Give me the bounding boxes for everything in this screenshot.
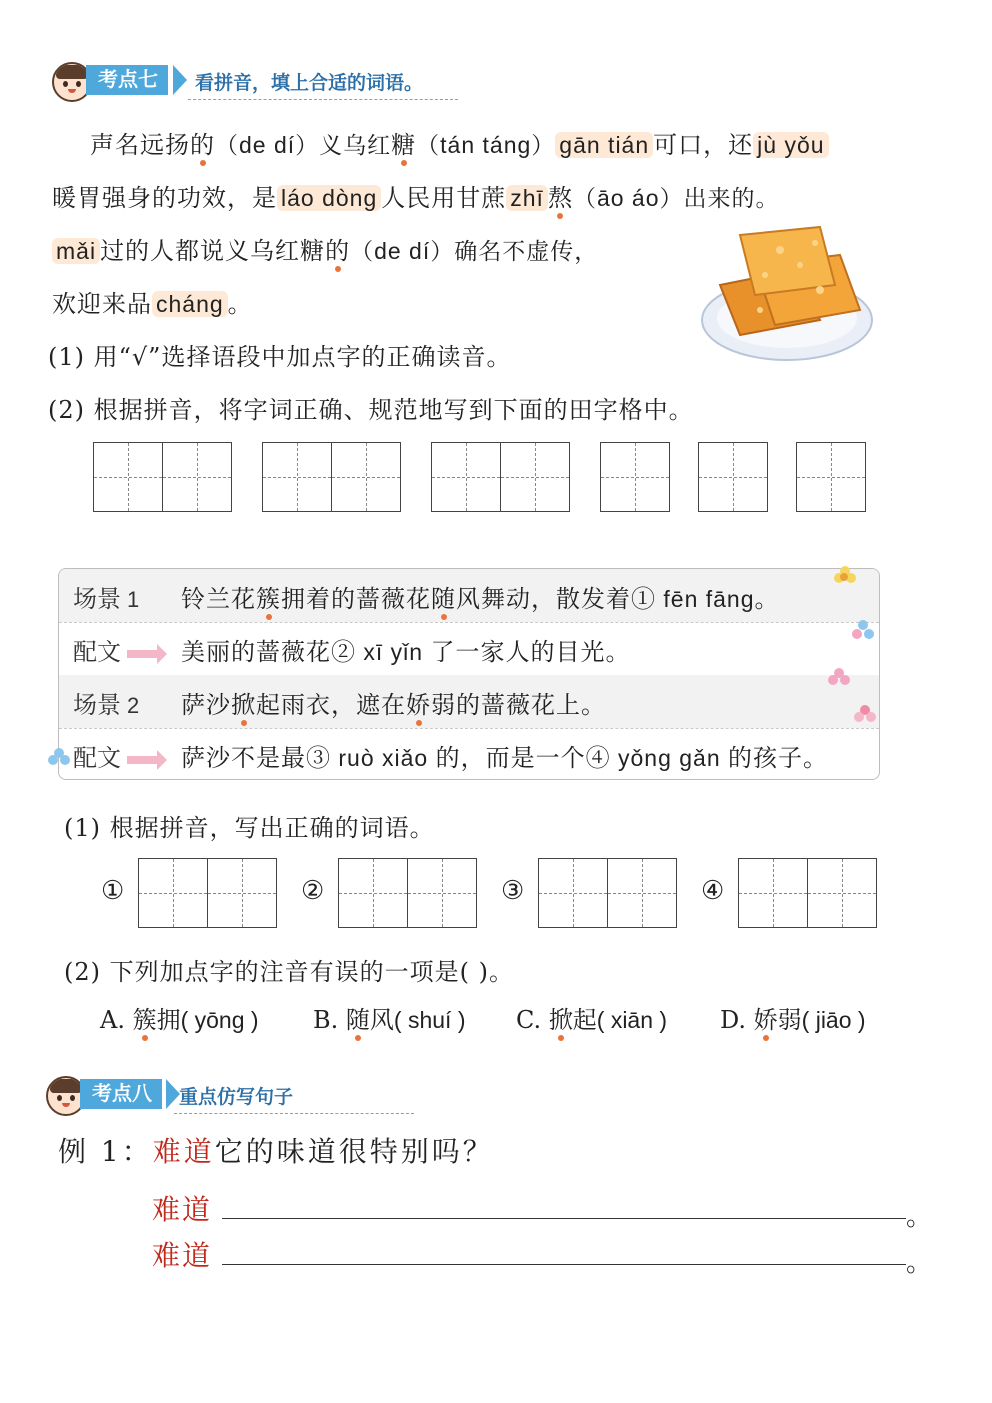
answer-grid-2[interactable]: [338, 858, 477, 928]
line-end-period-2: 。: [906, 1248, 933, 1278]
writing-grid-6[interactable]: [796, 442, 866, 512]
writing-line-2[interactable]: [222, 1264, 906, 1265]
dashed-underline: [174, 1113, 414, 1114]
pinyin-gan-tian: gān tián: [555, 132, 653, 158]
section-tag: 考点七: [86, 65, 168, 95]
line-end-period-1: 。: [906, 1202, 933, 1232]
example-keyword: 难道: [152, 1135, 215, 1168]
circled-number-1: ①: [101, 876, 125, 906]
scene-row-2: 配文 美丽的蔷薇花② xī yǐn 了一家人的目光。: [73, 638, 631, 666]
section-tag: 考点八: [80, 1079, 162, 1109]
scene-row-3: 场景 2 萨沙掀起雨衣，遮在娇弱的蔷薇花上。: [59, 675, 879, 728]
section-title: 看拼音，填上合适的词语。: [195, 73, 424, 94]
flower-icon: [828, 668, 850, 690]
passage-line-1: 声名远扬的（de dí）义乌红糖（tán táng） gān tián 可口，还 jù yǒu: [90, 125, 829, 160]
flower-icon: [854, 705, 876, 727]
option-d[interactable]: D. 娇弱( jiāo ): [720, 1006, 866, 1034]
writing-grid-5[interactable]: [698, 442, 768, 512]
passage-line-4: 欢迎来品 cháng 。: [52, 290, 253, 318]
option-c[interactable]: C. 掀起( xiān ): [516, 1006, 668, 1034]
circled-number-2: ②: [301, 876, 325, 906]
flower-icon: [48, 748, 70, 770]
pinyin-chang: cháng: [152, 291, 228, 317]
answer-grid-4[interactable]: [738, 858, 877, 928]
writing-grid-2[interactable]: [262, 442, 401, 512]
circled-number-3: ③: [501, 876, 525, 906]
tag-arrow-icon: [166, 1079, 180, 1109]
answer-grid-1[interactable]: [138, 858, 277, 928]
writing-grid-1[interactable]: [93, 442, 232, 512]
section-8-header: [46, 1076, 426, 1116]
question-7-2: (2) 根据拼音，将字词正确、规范地写到下面的田字格中。: [48, 396, 694, 424]
question-7-1: (1) 用“√”选择语段中加点字的正确读音。: [48, 343, 512, 371]
writing-prefix-2: 难道: [152, 1239, 213, 1272]
tag-arrow-icon: [173, 65, 187, 95]
section-7-header: [52, 62, 472, 102]
option-a[interactable]: A. 簇拥( yōng ): [100, 1006, 259, 1034]
option-b[interactable]: B. 随风( shuí ): [313, 1006, 466, 1034]
pinyin-lao-dong: láo dòng: [277, 185, 381, 211]
scene-row-4: 配文 萨沙不是最③ ruò xiǎo 的，而是一个④ yǒng gǎn 的孩子。: [73, 744, 829, 772]
writing-prefix-1: 难道: [152, 1193, 213, 1226]
section-title: 重点仿写句子: [179, 1087, 294, 1108]
scene-question-2: (2) 下列加点字的注音有误的一项是( )。: [64, 958, 514, 986]
pink-arrow-icon: [127, 756, 157, 764]
example-sentence: 例 1：难道它的味道很特别吗？: [58, 1135, 494, 1168]
writing-grid-3[interactable]: [431, 442, 570, 512]
passage-line-2: 暖胃强身的功效，是 láo dòng 人民用甘蔗 zhī 熬（āo áo）出来的。: [52, 184, 780, 212]
writing-line-1[interactable]: [222, 1218, 906, 1219]
scene-question-1: (1) 根据拼音，写出正确的词语。: [64, 814, 435, 842]
pinyin-mai: mǎi: [52, 238, 100, 264]
flower-icon: [852, 620, 874, 642]
answer-grid-3[interactable]: [538, 858, 677, 928]
flower-icon: [834, 566, 856, 588]
pinyin-zhi: zhī: [506, 185, 548, 211]
writing-grid-4[interactable]: [600, 442, 670, 512]
circled-number-4: ④: [701, 876, 725, 906]
dashed-underline: [188, 99, 458, 100]
pink-arrow-icon: [127, 650, 157, 658]
brown-sugar-illustration: [700, 225, 875, 365]
pinyin-ju-you: jù yǒu: [753, 132, 828, 158]
scene-row-1: 场景 1 铃兰花簇拥着的蔷薇花随风舞动，散发着① fēn fāng。: [59, 569, 879, 622]
scene-box: [58, 568, 880, 780]
passage-line-3: mǎi 过的人都说义乌红糖的（de dí）确名不虚传，: [52, 231, 598, 266]
